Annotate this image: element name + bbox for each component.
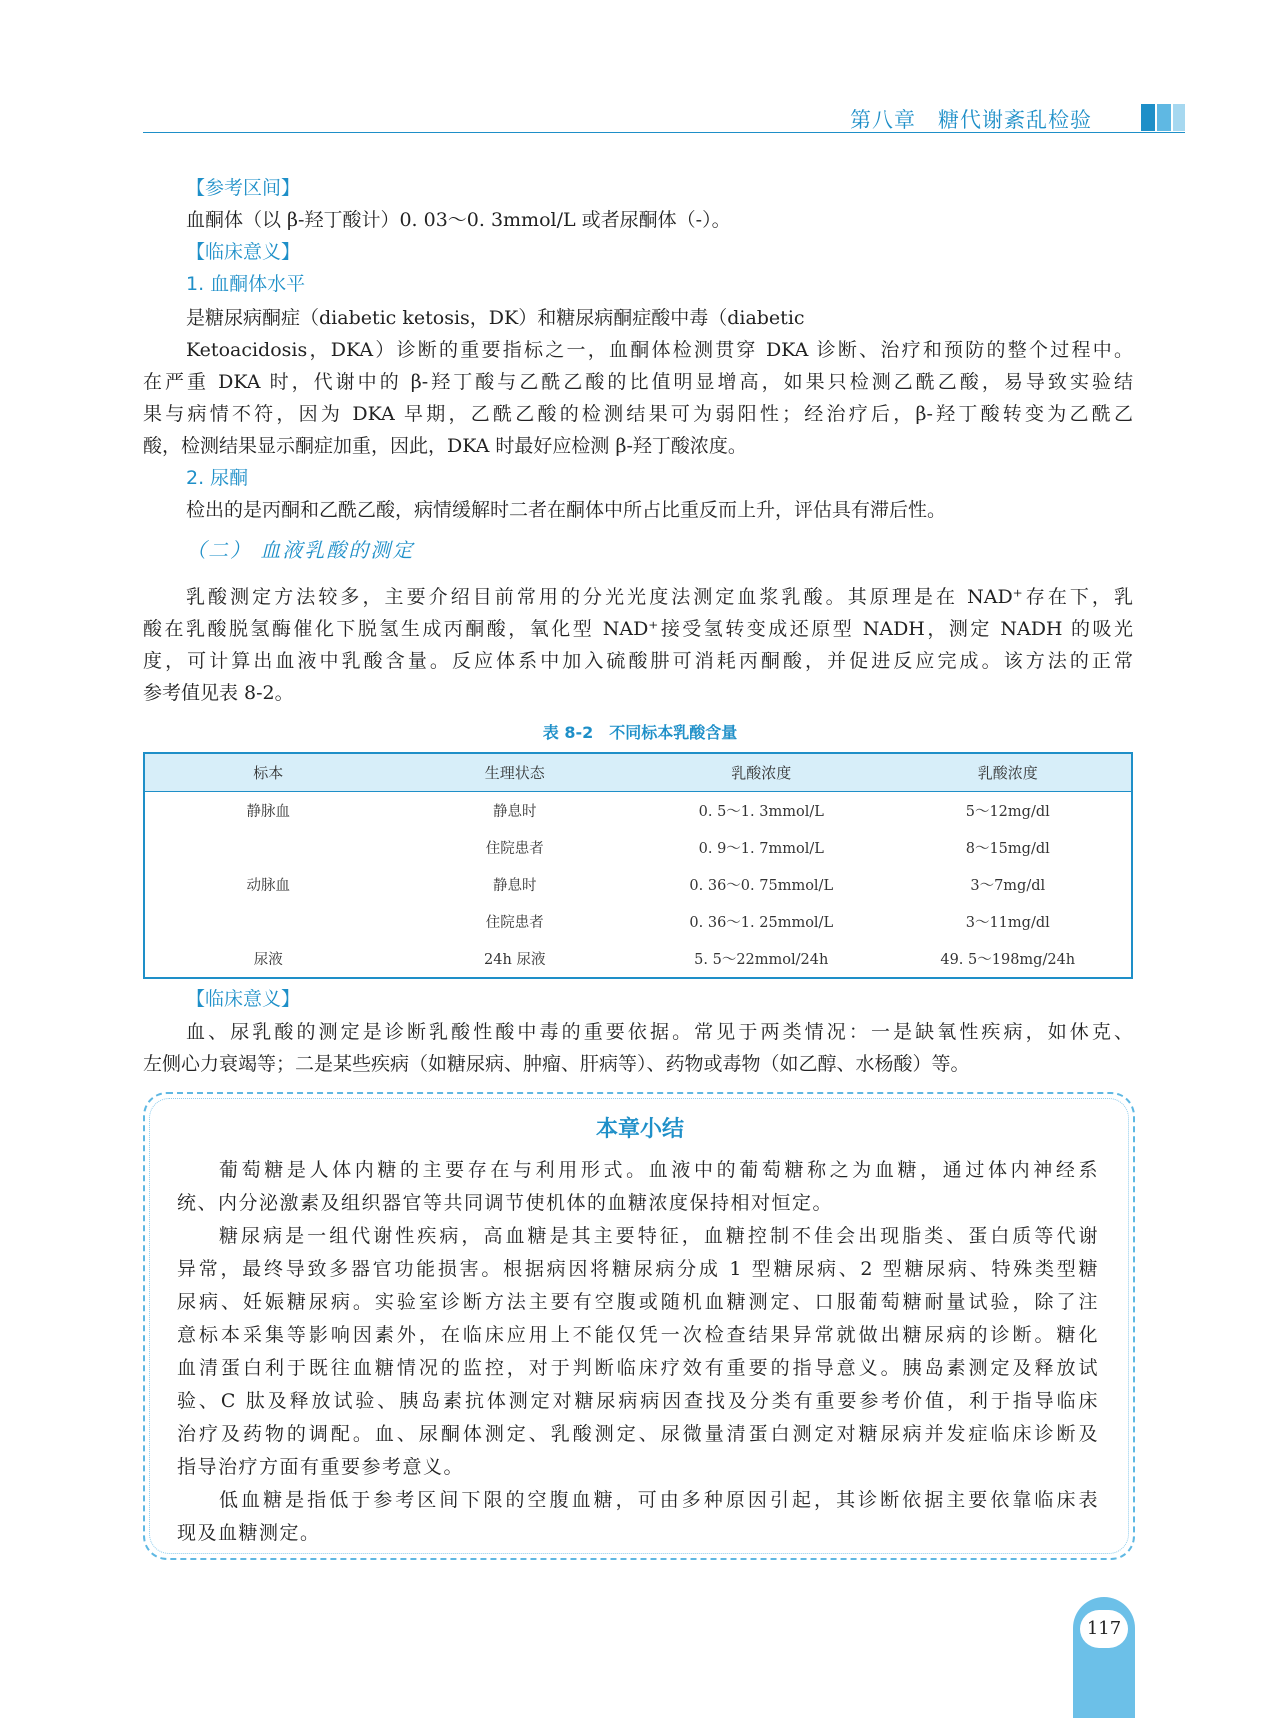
header-decoration <box>1157 104 1171 131</box>
chapter-title: 第八章 糖代谢紊乱检验 <box>850 108 1092 132</box>
section-heading: （二） 血液乳酸的测定 <box>186 538 415 562</box>
table-cell: 3～11mg/dl <box>965 915 1050 931</box>
summary-line: 尿病、妊娠糖尿病。实验室诊断方法主要有空腹或随机血糖测定、口服葡萄糖耐量试验，除了注 <box>177 1291 1099 1313</box>
table-cell: 尿液 <box>253 952 283 968</box>
table-cell: 0. 9～1. 7mmol/L <box>698 841 824 857</box>
paragraph-line: 度，可计算出血液中乳酸含量。反应体系中加入硫酸肼可消耗丙酮酸，并促进反应完成。该方法的正常 <box>143 650 1133 672</box>
table-cell: 住院患者 <box>485 915 544 931</box>
column-header: 乳酸浓度 <box>638 754 885 792</box>
table-cell: 8～15mg/dl <box>965 841 1050 857</box>
table-cell: 住院患者 <box>485 841 544 857</box>
table-cell <box>145 829 392 866</box>
clinical-significance-heading: 【临床意义】 <box>186 988 301 1010</box>
blood-ketone-heading: 1. 血酮体水平 <box>186 273 306 295</box>
summary-line: 治疗及药物的调配。血、尿酮体测定、乳酸测定、尿微量清蛋白测定对糖尿病并发症临床诊断及 <box>177 1423 1099 1445</box>
table-cell: 0. 36～0. 75mmol/L <box>689 878 834 894</box>
paragraph-line: 乳酸测定方法较多，主要介绍目前常用的分光光度法测定血浆乳酸。其原理是在 NAD⁺存在下，乳 <box>186 586 1133 608</box>
lactate-table <box>143 752 1133 979</box>
table-cell: 3～7mg/dl <box>970 878 1046 894</box>
reference-interval-text: 血酮体（以 β-羟丁酸计）0. 03～0. 3mmol/L 或者尿酮体（-）。 <box>186 209 731 231</box>
table-cell: 24h 尿液 <box>484 952 546 968</box>
table-row <box>145 940 1131 977</box>
urine-ketone-heading: 2. 尿酮 <box>186 467 249 489</box>
summary-line: 血清蛋白利于既往血糖情况的监控，对于判断临床疗效有重要的指导意义。胰岛素测定及释放试 <box>177 1357 1099 1379</box>
table-cell: 静息时 <box>493 804 537 820</box>
table-cell: 动脉血 <box>246 878 290 894</box>
table-row <box>145 829 1131 866</box>
paragraph-line: 果与病情不符，因为 DKA 早期，乙酰乙酸的检测结果可为弱阳性；经治疗后，β-羟丁酸转变为乙酰乙 <box>143 403 1133 425</box>
page-number: 117 <box>1080 1610 1128 1648</box>
paragraph-line: 酸，检测结果显示酮症加重，因此，DKA 时最好应检测 β-羟丁酸浓度。 <box>143 435 747 457</box>
table-cell: 0. 36～1. 25mmol/L <box>689 915 834 931</box>
summary-line: 葡萄糖是人体内糖的主要存在与利用形式。血液中的葡萄糖称之为血糖，通过体内神经系 <box>219 1159 1099 1181</box>
table-row <box>145 866 1131 903</box>
summary-line: 糖尿病是一组代谢性疾病，高血糖是其主要特征，血糖控制不佳会出现脂类、蛋白质等代谢 <box>219 1225 1099 1247</box>
table-cell <box>145 903 392 940</box>
header-rule <box>143 132 1185 133</box>
table-cell: 5～12mg/dl <box>965 804 1050 820</box>
table-cell: 5. 5～22mmol/24h <box>694 952 829 968</box>
paragraph-line: 酸在乳酸脱氢酶催化下脱氢生成丙酮酸，氧化型 NAD⁺接受氢转变成还原型 NADH，测定 NADH 的吸光 <box>143 618 1133 640</box>
reference-interval-heading: 【参考区间】 <box>186 177 301 199</box>
column-header: 乳酸浓度 <box>885 754 1132 792</box>
table-cell: 静脉血 <box>246 804 290 820</box>
summary-line: 异常，最终导致多器官功能损害。根据病因将糖尿病分成 1 型糖尿病、2 型糖尿病、特殊类型糖 <box>177 1258 1099 1280</box>
summary-line: 验、C 肽及释放试验、胰岛素抗体测定对糖尿病病因查找及分类有重要参考价值，利于指导临床 <box>177 1390 1099 1412</box>
summary-line: 意标本采集等影响因素外，在临床应用上不能仅凭一次检查结果异常就做出糖尿病的诊断。糖化 <box>177 1324 1099 1346</box>
paragraph-line: 在严重 DKA 时，代谢中的 β-羟丁酸与乙酰乙酸的比值明显增高，如果只检测乙酰乙酸，易导致实验结 <box>143 371 1133 393</box>
table-row <box>145 903 1131 940</box>
table-cell: 静息时 <box>493 878 537 894</box>
table-header-row <box>145 754 1131 792</box>
summary-title: 本章小结 <box>595 1117 684 1142</box>
summary-line: 现及血糖测定。 <box>177 1522 321 1544</box>
table-row <box>145 792 1131 830</box>
clinical-significance-heading: 【临床意义】 <box>186 241 301 263</box>
header-decoration <box>1141 104 1155 131</box>
table-cell: 49. 5～198mg/24h <box>940 952 1076 968</box>
column-header: 标本 <box>145 754 392 792</box>
table-caption: 表 8-2 不同标本乳酸含量 <box>542 723 738 742</box>
paragraph-line: 检出的是丙酮和乙酰乙酸，病情缓解时二者在酮体中所占比重反而上升，评估具有滞后性。 <box>186 499 947 521</box>
summary-line: 指导治疗方面有重要参考意义。 <box>177 1456 465 1478</box>
paragraph-line: 左侧心力衰竭等；二是某些疾病（如糖尿病、肿瘤、肝病等）、药物或毒物（如乙醇、水杨酸）等。 <box>143 1053 970 1075</box>
column-header: 生理状态 <box>392 754 639 792</box>
paragraph-line: 是糖尿病酮症（diabetic ketosis，DK）和糖尿病酮症酸中毒（diabetic <box>186 307 805 329</box>
summary-line: 低血糖是指低于参考区间下限的空腹血糖，可由多种原因引起，其诊断依据主要依靠临床表 <box>219 1489 1099 1511</box>
table-cell: 0. 5～1. 3mmol/L <box>698 804 824 820</box>
paragraph-line: 血、尿乳酸的测定是诊断乳酸性酸中毒的重要依据。常见于两类情况：一是缺氧性疾病，如休克、 <box>186 1021 1133 1043</box>
summary-line: 统、内分泌激素及组织器官等共同调节使机体的血糖浓度保持相对恒定。 <box>177 1192 834 1214</box>
paragraph-line: Ketoacidosis，DKA）诊断的重要指标之一，血酮体检测贯穿 DKA 诊断、治疗和预防的整个过程中。 <box>186 339 1133 361</box>
header-decoration <box>1173 104 1185 131</box>
paragraph-line: 参考值见表 8-2。 <box>143 682 294 704</box>
